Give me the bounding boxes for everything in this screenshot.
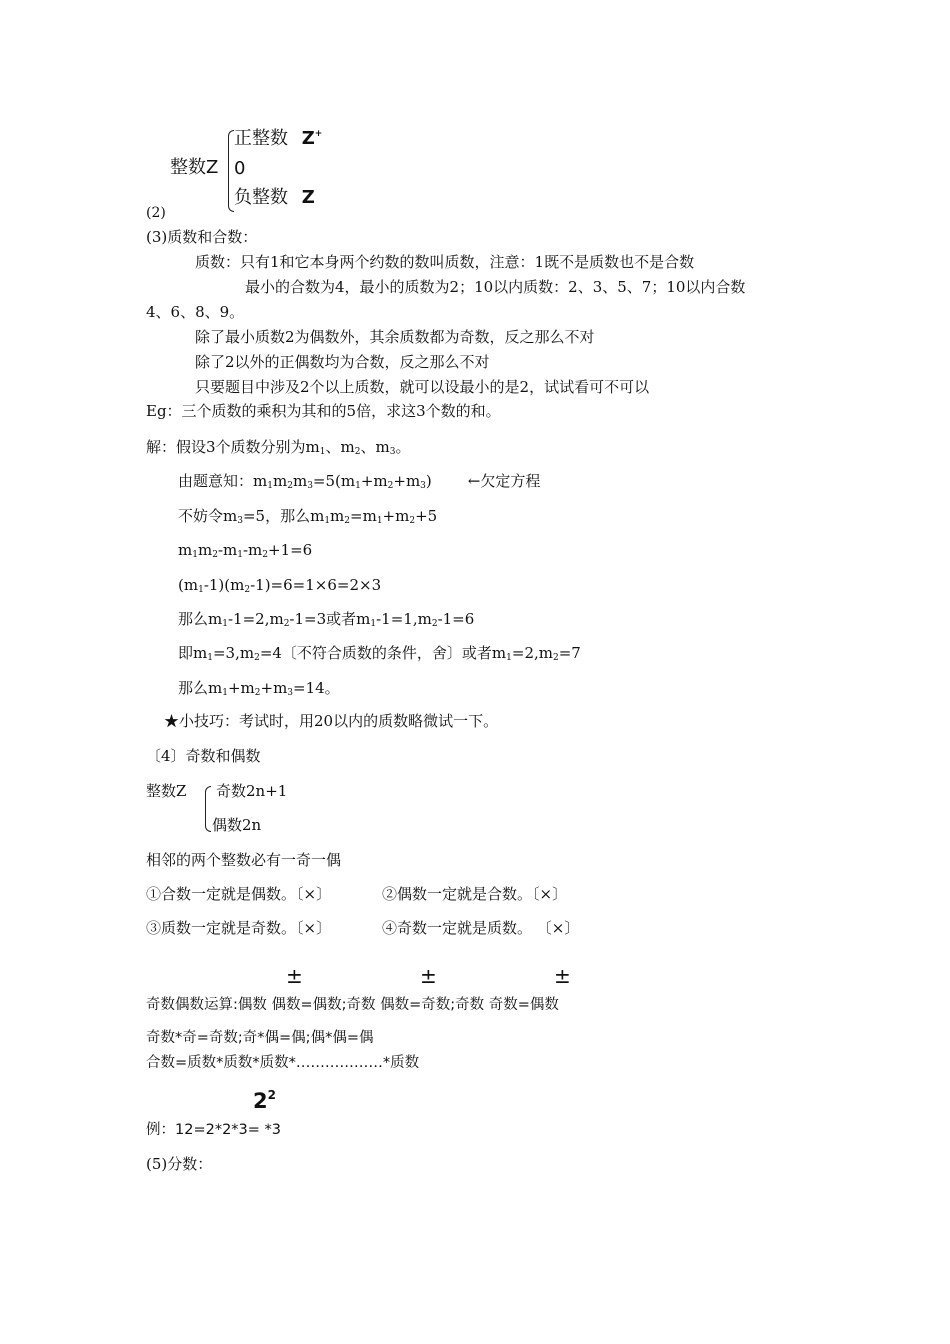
equation-3: $m_1m_2-m_1-m_2+1=6$ xyxy=(178,541,313,560)
section-5-heading: (5)分数： xyxy=(146,1155,213,1173)
zero-label: 0 xyxy=(234,158,246,179)
integer-z-label-2: 整数Z xyxy=(146,782,187,800)
negative-integer-label: 负整数 Z xyxy=(234,187,315,208)
question-3: ③质数一定就是奇数。〔×〕 xyxy=(146,919,332,937)
smallest-numbers-line: 最小的合数为4，最小的质数为2；10以内质数：2、3、5、7；10以内合数 xyxy=(245,278,746,296)
prime-rule-1: 除了最小质数2为偶数外，其余质数都为奇数，反之那么不对 xyxy=(195,328,595,346)
underdetermined-note: ←欠定方程 xyxy=(467,472,541,490)
section-4-heading: 〔4〕奇数和偶数 xyxy=(146,747,261,765)
prime-definition: 质数：只有1和它本身两个约数的数叫质数，注意：1既不是质数也不是合数 xyxy=(195,253,695,271)
question-2: ②偶数一定就是合数。〔×〕 xyxy=(382,885,568,903)
equation-2: 不妨令$m_3=5$，那么$m_1m_2=m_1+m_2+5$ xyxy=(178,507,438,526)
question-1: ①合数一定就是偶数。〔×〕 xyxy=(146,885,332,903)
plus-minus-symbol-2: ± xyxy=(420,964,437,988)
z-minus-symbol: Z xyxy=(301,187,315,208)
parity-multiplication-line: 奇数*奇=奇数;奇*偶=偶;偶*偶=偶 xyxy=(146,1030,374,1046)
adjacent-integers-note: 相邻的两个整数必有一奇一偶 xyxy=(146,851,342,869)
odd-even-brace xyxy=(205,786,211,832)
composites-under-10: 4、6、8、9。 xyxy=(146,303,245,321)
item-2-label: (2) xyxy=(146,205,166,221)
solution-intro: 解：假设3个质数分别为$m_1$、$m_2$、$m_3$。 xyxy=(146,438,411,457)
prime-rule-3: 只要题目中涉及2个以上质数，就可以设最小的是2，试试看可不可以 xyxy=(195,378,650,396)
odd-definition: 奇数2n+1 xyxy=(216,782,288,800)
example-eg: Eg：三个质数的乘积为其和的5倍，求这3个数的和。 xyxy=(146,402,501,420)
z-plus-symbol: Z+ xyxy=(301,128,323,149)
composite-factorization-line: 合数=质数*质数*质数*………………*质数 xyxy=(146,1055,420,1071)
equation-4: $(m_1-1)(m_2-1)=6=1\times 6=2\times 3$ xyxy=(178,576,382,595)
equation-6: 即$m_1=3,m_2=4$〔不符合质数的条件，舍〕或者$m_1=2,m_2=7$ xyxy=(178,644,581,663)
equation-7: 那么$m_1+m_2+m_3=14$。 xyxy=(178,679,340,698)
integer-z-label: 整数Z xyxy=(170,157,219,178)
equation-5: 那么$m_1-1=2,m_2-1=3$或者$m_1-1=1,m_2-1=6$ xyxy=(178,610,475,629)
tip-line: ★小技巧：考试时，用20以内的质数略微试一下。 xyxy=(164,712,499,730)
question-4: ④奇数一定就是质数。 〔×〕 xyxy=(382,919,580,937)
section-3-heading: (3)质数和合数： xyxy=(146,228,258,246)
equation-1: 由题意知：$m_1m_2m_3=5(m_1+m_2+m_3)$ ←欠定方程 xyxy=(178,472,541,491)
prime-rule-2: 除了2以外的正偶数均为合数，反之那么不对 xyxy=(195,353,490,371)
power-two-squared: $2^2$ xyxy=(253,1088,276,1113)
plus-minus-symbol-3: ± xyxy=(554,964,571,988)
plus-minus-symbol-1: ± xyxy=(286,964,303,988)
factorization-example: 例：12=2*2*3= *3 xyxy=(146,1122,282,1138)
even-definition: 偶数2n xyxy=(212,816,262,834)
positive-integer-label: 正整数 Z+ xyxy=(234,128,323,149)
parity-operations-line: 奇数偶数运算:偶数 偶数=偶数;奇数 偶数=奇数;奇数 奇数=偶数 xyxy=(146,997,559,1013)
